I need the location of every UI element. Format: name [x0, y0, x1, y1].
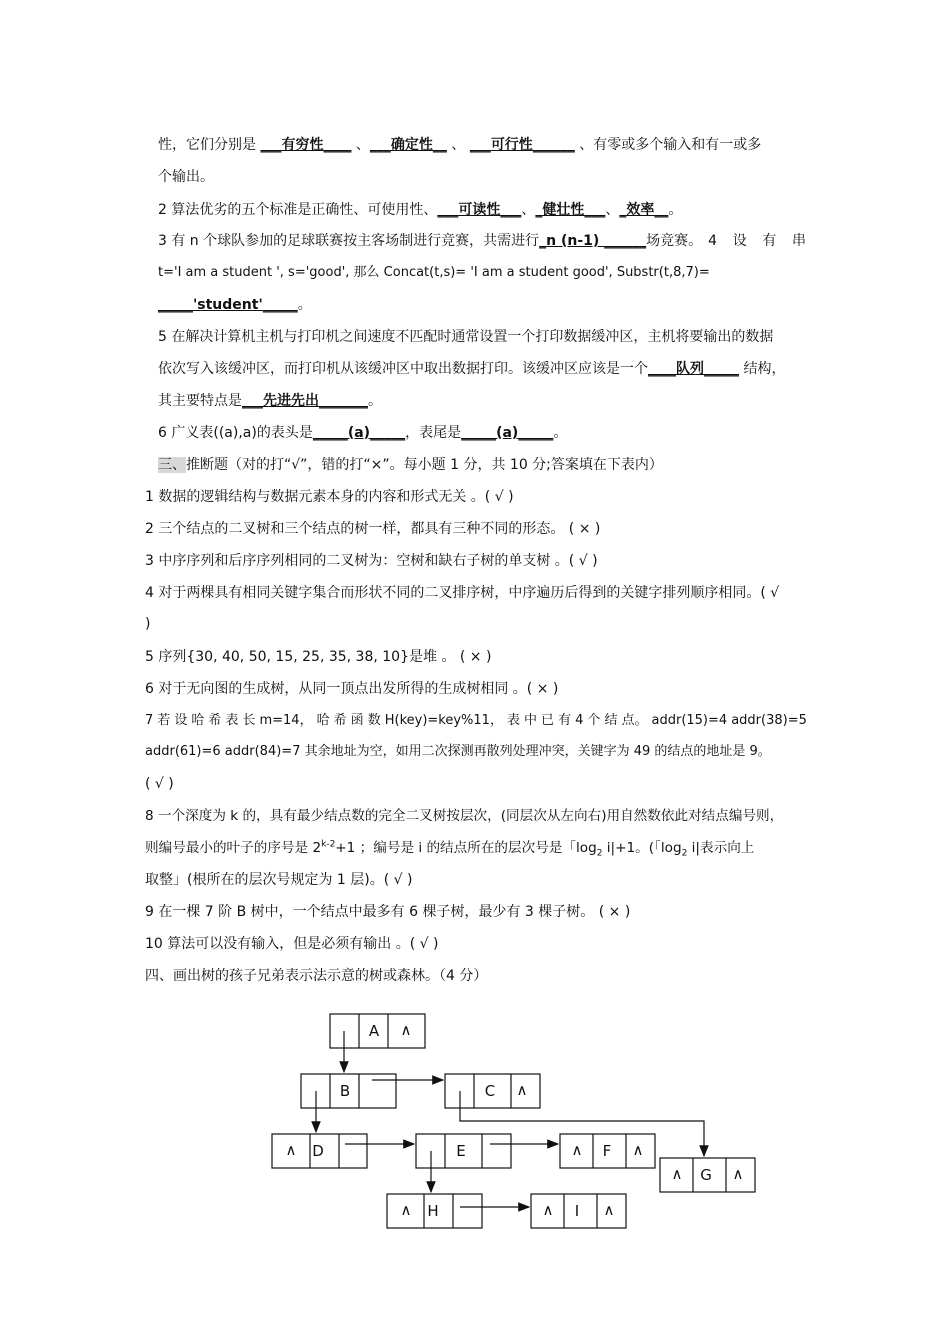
- null-pointer-symbol: ∧: [400, 1021, 412, 1039]
- judge-item-7-answer: ( √ ): [145, 776, 174, 792]
- node-h-label: H: [427, 1202, 439, 1220]
- node-i: [531, 1194, 626, 1228]
- fill-line-9: 其主要特点是___先进先出_______。: [158, 393, 382, 409]
- judge-item-4: 4 对于两棵具有相同关键字集合而形状不同的二叉排序树，中序遍历后得到的关键字排列顺序相同。( √: [145, 585, 780, 601]
- fill-line-8: 依次写入该缓冲区，而打印机从该缓冲区中取出数据打印。该缓冲区应该是一个____队列_____ 结构，: [158, 361, 786, 377]
- null-pointer-symbol: ∧: [732, 1165, 744, 1183]
- answer-blank-queue: ____队列_____: [648, 361, 739, 377]
- fill-line-10: 6 广义表((a),a)的表头是_____(a)_____，表尾是_____(a)_____。: [158, 425, 568, 441]
- node-e: [416, 1134, 511, 1168]
- answer-blank-efficiency: _效率__: [619, 202, 669, 218]
- fill-line-5: t='I am a student ', s='good', 那么 Concat(t,s)= 'I am a student good', Substr(t,8,7)=: [158, 265, 710, 280]
- answer-blank-fifo: ___先进先出_______: [242, 393, 368, 409]
- node-e-label: E: [456, 1142, 466, 1160]
- answer-blank-3: ___可行性______: [469, 137, 575, 153]
- judge-item-5: 5 序列{30, 40, 50, 15, 25, 35, 38, 10}是堆 。 ( × ): [145, 649, 492, 665]
- judge-item-8: 8 一个深度为 k 的，具有最少结点数的完全二叉树按层次，(同层次从左向右)用自然数依此对结点编号则，: [145, 808, 784, 824]
- null-pointer-symbol: ∧: [632, 1141, 644, 1159]
- judge-item-7: 7 若 设 哈 希 表 长 m=14， 哈 希 函 数 H(key)=key%11， 表 中 已 有 4 个 结 点。 addr(15)=4 addr(38)=5: [145, 713, 807, 728]
- null-pointer-symbol: ∧: [671, 1165, 683, 1183]
- section-4-heading: 四、画出树的孩子兄弟表示法示意的树或森林。（4 分）: [145, 968, 488, 984]
- answer-blank-substr: _____'student'_____: [158, 297, 298, 313]
- fill-line-7: 5 在解决计算机主机与打印机之间速度不匹配时通常设置一个打印数据缓冲区，主机将要输出的数据: [158, 329, 774, 345]
- fill-line-4: 3 有 n 个球队参加的足球联赛按主客场制进行竞赛，共需进行 _n (n-1) ______ 场竞赛。 4 设 有 串: [158, 233, 806, 249]
- node-b: [301, 1074, 396, 1108]
- node-g-label: G: [700, 1166, 712, 1184]
- answer-blank-matches: _n (n-1) ______: [539, 233, 647, 249]
- node-g: [660, 1158, 755, 1192]
- judge-item-8-cont: 则编号最小的叶子的序号是 $2^{k-2}+1$ ；编号是 i 的结点所在的层次号是「$\log_2 i|+1$。(「$\log_2 i|$表示向上: [145, 839, 755, 859]
- judge-item-6: 6 对于无向图的生成树，从同一顶点出发所得的生成树相同 。( × ): [145, 681, 559, 697]
- fill-line-1: 性，它们分别是 ___有穷性____ 、___确定性__ 、 ___可行性______ 、有零或多个输入和有一或多: [158, 137, 762, 153]
- null-pointer-symbol: ∧: [571, 1141, 583, 1159]
- fill-line-6: _____'student'_____。: [158, 297, 312, 313]
- judge-item-9: 9 在一棵 7 阶 B 树中，一个结点中最多有 6 棵子树，最少有 3 棵子树。 ( × ): [145, 904, 631, 920]
- node-h: [387, 1194, 482, 1228]
- node-f: [560, 1134, 655, 1168]
- node-i-label: I: [574, 1202, 580, 1220]
- judge-item-1: 1 数据的逻辑结构与数据元素本身的内容和形式无关 。( √ ): [145, 489, 514, 505]
- judge-item-4-cont: ): [145, 616, 151, 632]
- answer-blank-head: _____(a)_____: [312, 425, 406, 441]
- answer-blank-robustness: _健壮性___: [535, 202, 606, 218]
- pointer-arrows: [316, 1031, 704, 1207]
- answer-blank-2: ___确定性__: [369, 137, 447, 153]
- null-pointer-symbol: ∧: [516, 1081, 528, 1099]
- fill-line-3: 2 算法优劣的五个标准是正确性、可使用性、___可读性___、_健壮性___、_效率__。: [158, 202, 683, 218]
- answer-blank-tail: _____(a)_____: [461, 425, 554, 441]
- node-d: [272, 1134, 367, 1168]
- text: 性，它们分别是: [158, 137, 261, 153]
- judge-item-2: 2 三个结点的二叉树和三个结点的树一样，都具有三种不同的形态。 ( × ): [145, 521, 601, 537]
- judge-item-7-cont: addr(61)=6 addr(84)=7 其余地址为空，如用二次探测再散列处理冲突，关键字为 49 的结点的地址是 9。: [145, 744, 771, 759]
- null-pointer-symbol: ∧: [542, 1201, 554, 1219]
- node-d-label: D: [312, 1142, 324, 1160]
- null-pointer-symbol: ∧: [603, 1201, 615, 1219]
- answer-blank-readability: ___可读性___: [437, 202, 522, 218]
- node-b-label: B: [339, 1082, 351, 1100]
- node-c-label: C: [484, 1082, 496, 1100]
- section-3-heading: 三、推断题（对的打“√”，错的打“×”。每小题 1 分，共 10 分;答案填在下表内）: [158, 457, 663, 473]
- judge-item-10: 10 算法可以没有输入，但是必须有输出 。( √ ): [145, 936, 439, 952]
- node-c: [445, 1074, 540, 1108]
- null-pointer-symbol: ∧: [285, 1141, 297, 1159]
- node-a-label: A: [368, 1022, 380, 1040]
- answer-blank-1: ___有穷性____: [260, 137, 352, 153]
- judge-item-3: 3 中序序列和后序序列相同的二叉树为：空树和缺右子树的单支树 。( √ ): [145, 553, 598, 569]
- judge-item-8-cont2: 取整」(根所在的层次号规定为 1 层)。( √ ): [145, 872, 413, 888]
- null-pointer-symbol: ∧: [400, 1201, 412, 1219]
- fill-line-2: 个输出。: [158, 169, 214, 185]
- node-f-label: F: [602, 1142, 612, 1160]
